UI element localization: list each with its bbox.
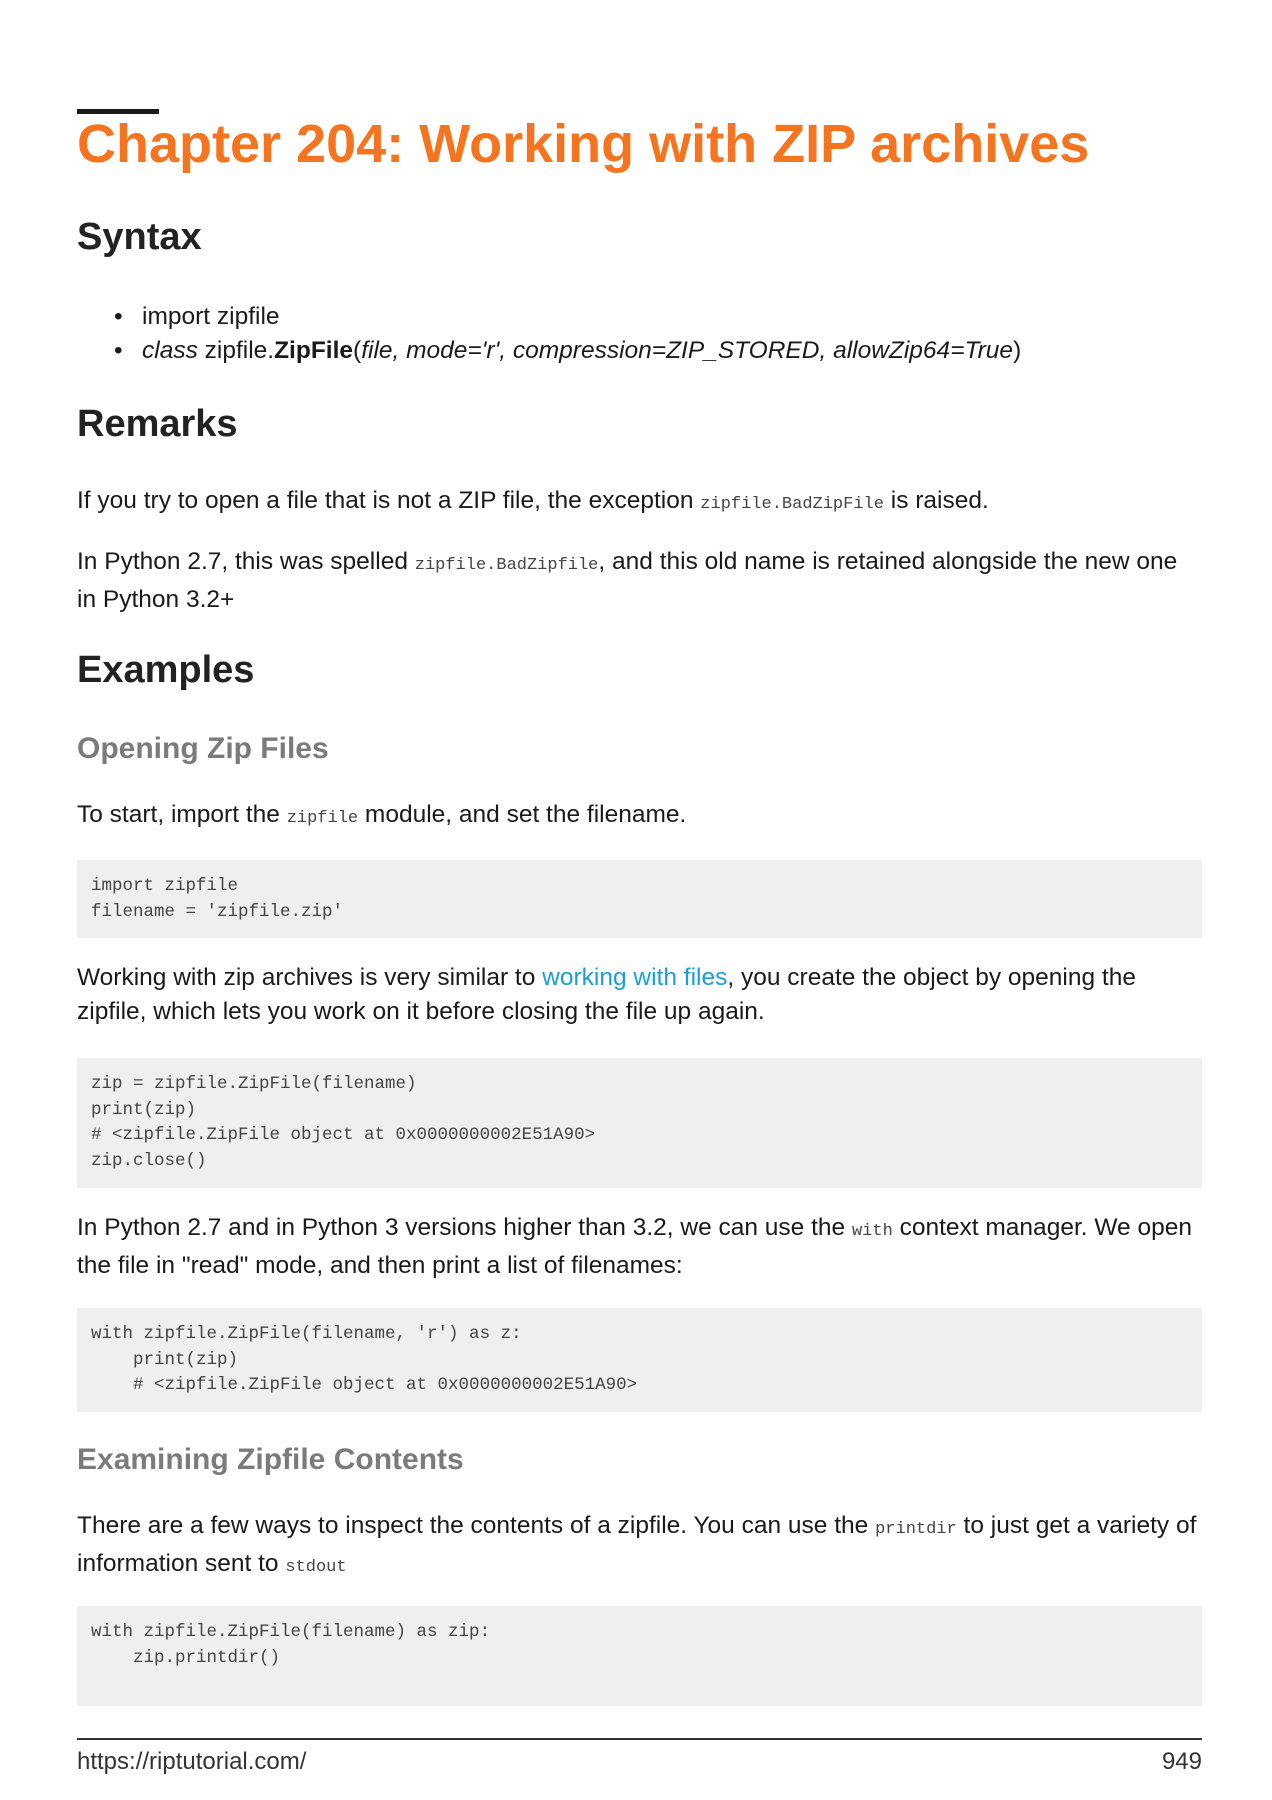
syntax-list: [77, 300, 1021, 368]
code-block-2: [77, 1058, 1202, 1188]
working-with-files-link[interactable]: working with files: [542, 964, 728, 991]
code-line: # <zipfile.ZipFile object at 0x0000000002E51A90>: [91, 1375, 638, 1395]
syntax-heading: Syntax: [77, 216, 202, 258]
footer-rule: [77, 1738, 1202, 1740]
code-line: zip = zipfile.ZipFile(filename): [91, 1074, 417, 1094]
inline-code: zipfile.BadZipFile: [700, 495, 884, 514]
list-item: • class zipfile.ZipFile(file, mode='r', compression=ZIP_STORED, allowZip64=True): [77, 334, 1021, 368]
remarks-heading: Remarks: [77, 403, 238, 445]
code-line: filename = 'zipfile.zip': [91, 901, 344, 922]
opening-paragraph-2: Working with zip archives is very similar to working with files, you create the object by opening the zipfile, which lets you work on it before closing the file up again.: [77, 964, 1136, 1025]
code-line: zip.printdir(): [91, 1647, 281, 1668]
page-number: 949: [1161, 1748, 1202, 1775]
remarks-paragraph-2: In Python 2.7, this was spelled zipfile.BadZipfile, and this old name is retained alongside the new one in Python 3.2+: [77, 548, 1178, 613]
examining-zipfile-contents-heading: Examining Zipfile Contents: [77, 1443, 464, 1476]
code-block-3: [77, 1308, 1202, 1412]
code-line: zip.close(): [91, 1150, 207, 1171]
inline-code: zipfile: [286, 809, 359, 828]
inline-code: with: [851, 1222, 893, 1241]
remarks-paragraph-1: If you try to open a file that is not a ZIP file, the exception zipfile.BadZipFile is raised.: [77, 487, 989, 514]
code-line: print(zip): [91, 1099, 197, 1120]
examining-paragraph-1: There are a few ways to inspect the contents of a zipfile. You can use the printdir to just get a variety of information sent to stdout: [77, 1512, 1197, 1577]
chapter-title: Chapter 204: Working with ZIP archives: [77, 114, 1090, 174]
footer-url: https://riptutorial.com/: [77, 1748, 307, 1775]
opening-paragraph-3: In Python 2.7 and in Python 3 versions higher than 3.2, we can use the with context manager. We open the file in "read" mode, and then print a list of filenames:: [77, 1214, 1192, 1279]
code-block-4: [77, 1606, 1202, 1706]
examples-heading: Examples: [77, 649, 255, 691]
inline-code: printdir: [875, 1520, 957, 1539]
code-line: # <zipfile.ZipFile object at 0x0000000002E51A90>: [91, 1125, 596, 1145]
inline-code: zipfile.BadZipfile: [414, 556, 599, 575]
code-line: with zipfile.ZipFile(filename) as zip:: [91, 1622, 491, 1642]
code-block-1: [77, 860, 1202, 938]
code-line: import zipfile: [91, 876, 239, 896]
bullet-icon: •: [114, 303, 123, 330]
opening-zip-files-heading: Opening Zip Files: [77, 732, 329, 765]
code-line: with zipfile.ZipFile(filename, 'r') as z:: [91, 1324, 522, 1344]
inline-code: stdout: [285, 1558, 347, 1577]
bullet-icon: •: [114, 337, 123, 364]
code-line: print(zip): [91, 1349, 239, 1370]
list-item: • import zipfile: [77, 300, 1021, 334]
opening-paragraph-1: To start, import the zipfile module, and set the filename.: [77, 801, 687, 828]
